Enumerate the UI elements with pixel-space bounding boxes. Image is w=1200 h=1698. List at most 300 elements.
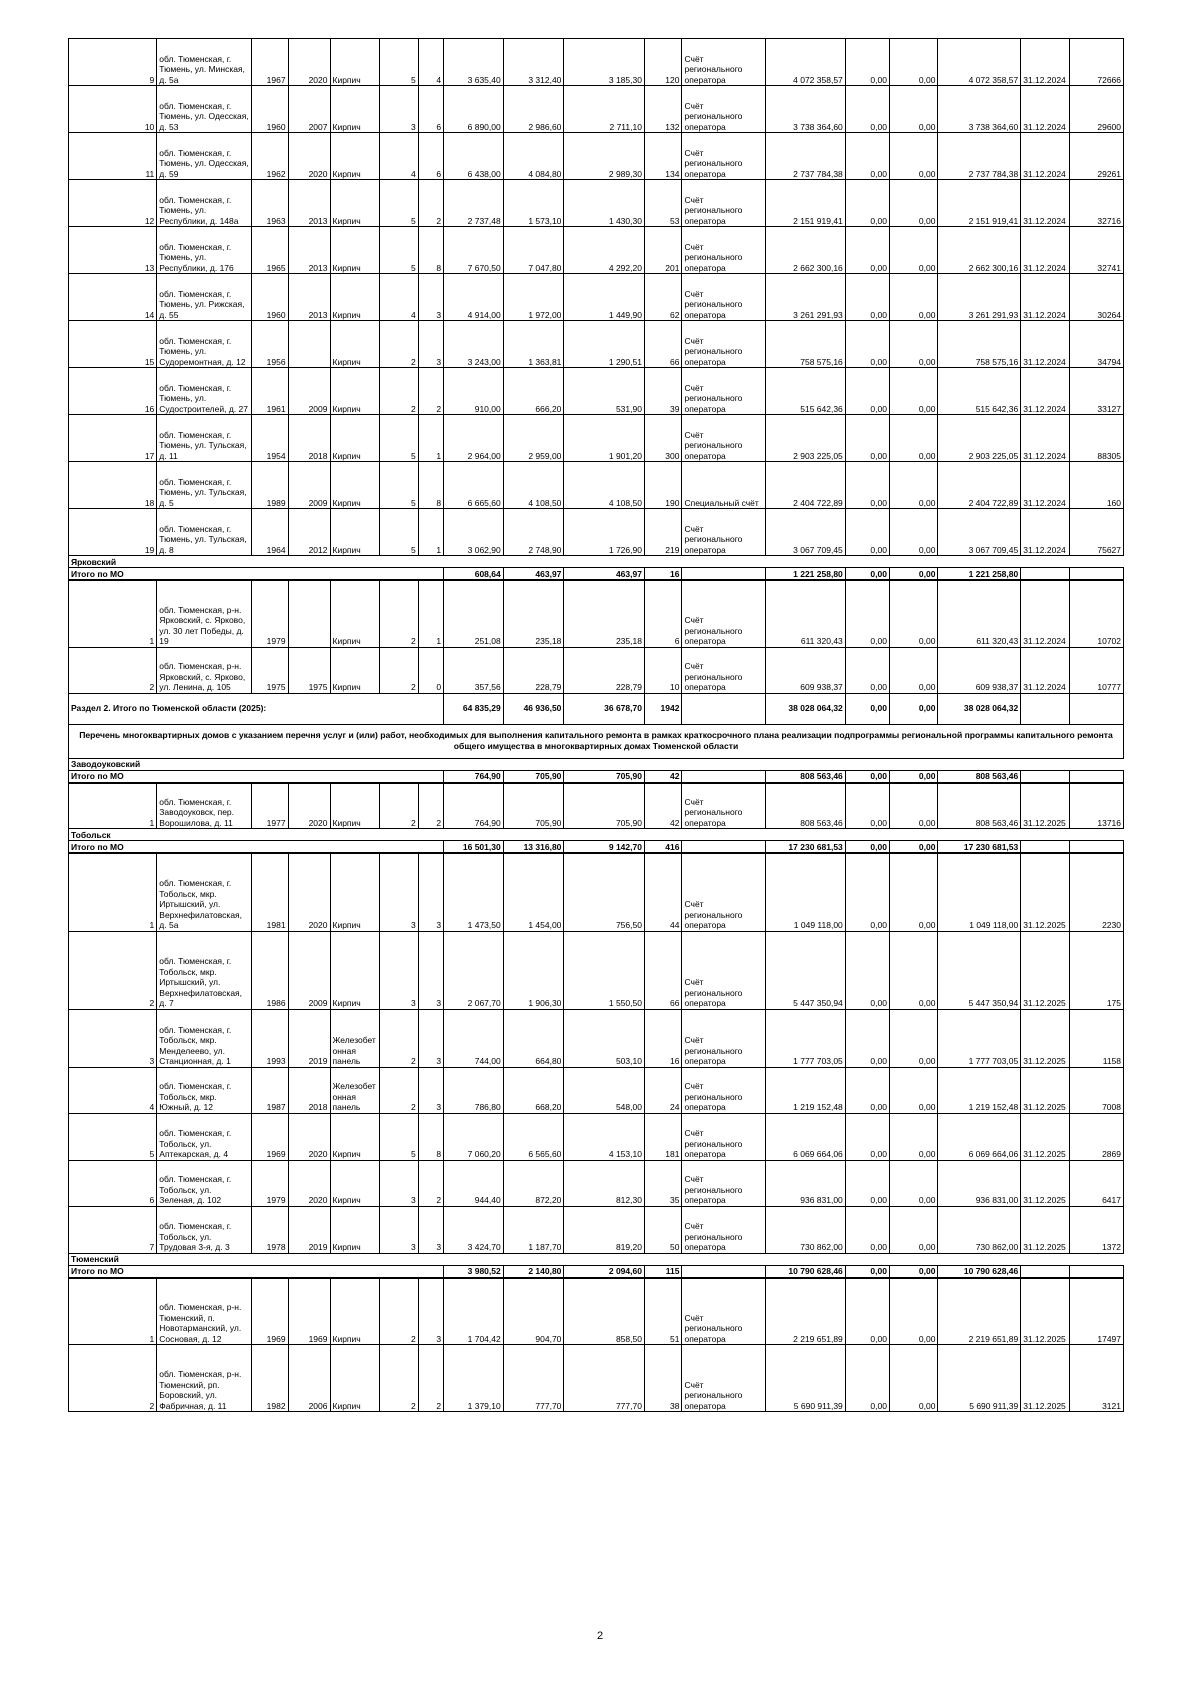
total-area-cell: 910,00 xyxy=(444,368,504,415)
section-title-row xyxy=(69,724,1124,758)
total-cost-cell: 4 072 358,57 xyxy=(938,39,1021,86)
table-row xyxy=(69,1160,1124,1206)
table-cell xyxy=(1069,1265,1123,1278)
table-cell: 0,00 xyxy=(889,693,938,724)
total-area-cell: 3 424,70 xyxy=(444,1206,504,1253)
premises-area-cell: 904,70 xyxy=(503,1278,564,1345)
total-area-cell: 3 635,40 xyxy=(444,39,504,86)
fund-method-cell: Счёт регионального оператора xyxy=(682,931,766,1009)
zero-cell: 0,00 xyxy=(889,509,938,556)
floors-cell: 3 xyxy=(380,931,419,1009)
floors-cell: 5 xyxy=(380,462,419,509)
row-number-cell: 12 xyxy=(69,180,157,227)
residents-cell: 219 xyxy=(644,509,682,556)
total-cost-cell: 758 575,16 xyxy=(938,321,1021,368)
build-year-cell: 1969 xyxy=(252,1278,288,1345)
table-cell xyxy=(682,770,766,783)
living-area-cell: 756,50 xyxy=(564,853,645,931)
total-area-cell: 2 964,00 xyxy=(444,415,504,462)
municipality-name: Тюменский xyxy=(69,1253,1124,1265)
deadline-date-cell: 31.12.2024 xyxy=(1021,321,1070,368)
floors-cell: 3 xyxy=(380,86,419,133)
total-area-cell: 3 062,90 xyxy=(444,509,504,556)
table-row xyxy=(69,321,1124,368)
living-area-cell: 1 430,30 xyxy=(564,180,645,227)
total-area-cell: 6 438,00 xyxy=(444,133,504,180)
address-cell: обл. Тюменская, р-н. Тюменский, рп. Боровский, ул. Фабричная, д. 11 xyxy=(157,1345,252,1412)
table-cell xyxy=(682,841,766,854)
entrances-cell: 3 xyxy=(418,1009,443,1067)
build-year-cell: 1962 xyxy=(252,133,288,180)
floors-cell: 2 xyxy=(380,647,419,693)
floors-cell: 5 xyxy=(380,509,419,556)
residents-cell: 44 xyxy=(644,853,682,931)
table-cell xyxy=(1069,841,1123,854)
entrances-cell: 3 xyxy=(418,321,443,368)
wall-material-cell: Кирпич xyxy=(330,1206,380,1253)
build-year-cell: 1977 xyxy=(252,783,288,829)
total-area-cell: 4 914,00 xyxy=(444,274,504,321)
address-cell: обл. Тюменская, р-н. Тюменский, п. Новотарманский, ул. Сосновая, д. 12 xyxy=(157,1278,252,1345)
row-number-cell: 2 xyxy=(69,647,157,693)
build-year-cell: 1975 xyxy=(252,647,288,693)
address-cell: обл. Тюменская, г. Тюмень, ул. Республики, д. 148а xyxy=(157,180,252,227)
municipality-name: Тобольск xyxy=(69,829,1124,841)
total-area-cell: 6 890,00 xyxy=(444,86,504,133)
floors-cell: 2 xyxy=(380,783,419,829)
table-row xyxy=(69,853,1124,931)
floors-cell: 3 xyxy=(380,1160,419,1206)
living-area-cell: 1 449,90 xyxy=(564,274,645,321)
table-cell: 0,00 xyxy=(889,1265,938,1278)
table-cell: 1 221 258,80 xyxy=(766,568,845,581)
table-cell: 17 230 681,53 xyxy=(766,841,845,854)
total-area-cell: 3 243,00 xyxy=(444,321,504,368)
house-id-cell: 3121 xyxy=(1069,1345,1123,1412)
table-row xyxy=(69,133,1124,180)
row-number-cell: 5 xyxy=(69,1113,157,1160)
row-number-cell: 7 xyxy=(69,1206,157,1253)
entrances-cell: 6 xyxy=(418,133,443,180)
table-cell: 1942 xyxy=(644,693,682,724)
cost-cell: 2 404 722,89 xyxy=(766,462,845,509)
table-cell: 416 xyxy=(644,841,682,854)
last-repair-year-cell: 2007 xyxy=(288,86,330,133)
table-cell xyxy=(1069,693,1123,724)
last-repair-year-cell xyxy=(288,580,330,647)
living-area-cell: 4 108,50 xyxy=(564,462,645,509)
entrances-cell: 2 xyxy=(418,1345,443,1412)
total-area-cell: 6 665,60 xyxy=(444,462,504,509)
premises-area-cell: 705,90 xyxy=(503,783,564,829)
house-id-cell: 30264 xyxy=(1069,274,1123,321)
floors-cell: 4 xyxy=(380,133,419,180)
zero-cell: 0,00 xyxy=(889,931,938,1009)
municipality-header-row xyxy=(69,556,1124,568)
cost-cell: 808 563,46 xyxy=(766,783,845,829)
address-cell: обл. Тюменская, г. Тобольск, ул. Зеленая, д. 102 xyxy=(157,1160,252,1206)
entrances-cell: 2 xyxy=(418,180,443,227)
premises-area-cell: 666,20 xyxy=(503,368,564,415)
build-year-cell: 1986 xyxy=(252,931,288,1009)
zero-cell: 0,00 xyxy=(889,580,938,647)
table-row xyxy=(69,86,1124,133)
premises-area-cell: 1 972,00 xyxy=(503,274,564,321)
floors-cell: 2 xyxy=(380,321,419,368)
deadline-date-cell: 31.12.2025 xyxy=(1021,1009,1070,1067)
living-area-cell: 1 901,20 xyxy=(564,415,645,462)
house-id-cell: 2230 xyxy=(1069,853,1123,931)
wall-material-cell: Кирпич xyxy=(330,39,380,86)
premises-area-cell: 7 047,80 xyxy=(503,227,564,274)
table-cell: 0,00 xyxy=(845,841,889,854)
table-cell: 115 xyxy=(644,1265,682,1278)
total-area-cell: 2 067,70 xyxy=(444,931,504,1009)
municipality-name: Заводоуковский xyxy=(69,758,1124,770)
premises-area-cell: 4 084,80 xyxy=(503,133,564,180)
table-cell: 705,90 xyxy=(503,770,564,783)
living-area-cell: 531,90 xyxy=(564,368,645,415)
row-number-cell: 9 xyxy=(69,39,157,86)
floors-cell: 3 xyxy=(380,853,419,931)
last-repair-year-cell: 2013 xyxy=(288,274,330,321)
entrances-cell: 3 xyxy=(418,1067,443,1113)
residents-cell: 39 xyxy=(644,368,682,415)
wall-material-cell: Кирпич xyxy=(330,133,380,180)
entrances-cell: 0 xyxy=(418,647,443,693)
address-cell: обл. Тюменская, г. Заводоуковск, пер. Ворошилова, д. 11 xyxy=(157,783,252,829)
zero-cell: 0,00 xyxy=(889,86,938,133)
table-row xyxy=(69,180,1124,227)
premises-area-cell: 2 959,00 xyxy=(503,415,564,462)
total-cost-cell: 2 404 722,89 xyxy=(938,462,1021,509)
zero-cell: 0,00 xyxy=(889,368,938,415)
house-id-cell: 1372 xyxy=(1069,1206,1123,1253)
build-year-cell: 1967 xyxy=(252,39,288,86)
table-cell xyxy=(1021,568,1070,581)
house-id-cell: 10702 xyxy=(1069,580,1123,647)
deadline-date-cell: 31.12.2024 xyxy=(1021,415,1070,462)
address-cell: обл. Тюменская, г. Тюмень, ул. Тульская, д. 5 xyxy=(157,462,252,509)
build-year-cell: 1954 xyxy=(252,415,288,462)
total-cost-cell: 515 642,36 xyxy=(938,368,1021,415)
wall-material-cell: Кирпич xyxy=(330,415,380,462)
zero-cell: 0,00 xyxy=(845,580,889,647)
table-cell xyxy=(1069,568,1123,581)
table-cell: 2 094,60 xyxy=(564,1265,645,1278)
table-cell: 608,64 xyxy=(444,568,504,581)
table-row xyxy=(69,783,1124,829)
cost-cell: 4 072 358,57 xyxy=(766,39,845,86)
address-cell: обл. Тюменская, г. Тюмень, ул. Республики, д. 176 xyxy=(157,227,252,274)
row-number-cell: 16 xyxy=(69,368,157,415)
address-cell: обл. Тюменская, г. Тобольск, ул. Трудовая 3-я, д. 3 xyxy=(157,1206,252,1253)
fund-method-cell: Счёт регионального оператора xyxy=(682,86,766,133)
entrances-cell: 8 xyxy=(418,462,443,509)
table-cell: 13 316,80 xyxy=(503,841,564,854)
last-repair-year-cell: 2009 xyxy=(288,931,330,1009)
address-cell: обл. Тюменская, г. Тюмень, ул. Судоремонтная, д. 12 xyxy=(157,321,252,368)
cost-cell: 3 738 364,60 xyxy=(766,86,845,133)
wall-material-cell: Кирпич xyxy=(330,1113,380,1160)
house-id-cell: 13716 xyxy=(1069,783,1123,829)
zero-cell: 0,00 xyxy=(889,1206,938,1253)
floors-cell: 2 xyxy=(380,368,419,415)
table-cell: 46 936,50 xyxy=(503,693,564,724)
page-number: 2 xyxy=(596,1630,604,1642)
deadline-date-cell: 31.12.2024 xyxy=(1021,509,1070,556)
residents-cell: 66 xyxy=(644,321,682,368)
deadline-date-cell: 31.12.2025 xyxy=(1021,1113,1070,1160)
deadline-date-cell: 31.12.2024 xyxy=(1021,39,1070,86)
wall-material-cell: Кирпич xyxy=(330,580,380,647)
cost-cell: 611 320,43 xyxy=(766,580,845,647)
floors-cell: 5 xyxy=(380,1113,419,1160)
wall-material-cell: Железобетонная панель xyxy=(330,1009,380,1067)
cost-cell: 2 903 225,05 xyxy=(766,415,845,462)
build-year-cell: 1987 xyxy=(252,1067,288,1113)
row-number-cell: 1 xyxy=(69,783,157,829)
address-cell: обл. Тюменская, г. Тобольск, мкр. Иртышский, ул. Верхнефилатовская, д. 7 xyxy=(157,931,252,1009)
cost-cell: 5 690 911,39 xyxy=(766,1345,845,1412)
floors-cell: 5 xyxy=(380,227,419,274)
entrances-cell: 1 xyxy=(418,509,443,556)
entrances-cell: 3 xyxy=(418,931,443,1009)
grand-total-label: Раздел 2. Итого по Тюменской области (2025): xyxy=(69,693,444,724)
floors-cell: 2 xyxy=(380,1009,419,1067)
table-cell: 42 xyxy=(644,770,682,783)
living-area-cell: 4 153,10 xyxy=(564,1113,645,1160)
address-cell: обл. Тюменская, г. Тюмень, ул. Одесская, д. 59 xyxy=(157,133,252,180)
address-cell: обл. Тюменская, г. Тюмень, ул. Рижская, д. 55 xyxy=(157,274,252,321)
last-repair-year-cell: 2018 xyxy=(288,1067,330,1113)
living-area-cell: 4 292,20 xyxy=(564,227,645,274)
row-number-cell: 2 xyxy=(69,931,157,1009)
deadline-date-cell: 31.12.2025 xyxy=(1021,1345,1070,1412)
total-cost-cell: 3 261 291,93 xyxy=(938,274,1021,321)
total-cost-cell: 2 151 919,41 xyxy=(938,180,1021,227)
total-cost-cell: 3 738 364,60 xyxy=(938,86,1021,133)
floors-cell: 3 xyxy=(380,1206,419,1253)
table-cell: 2 140,80 xyxy=(503,1265,564,1278)
mo-total-label: Итого по МО xyxy=(69,770,444,783)
last-repair-year-cell: 2019 xyxy=(288,1009,330,1067)
entrances-cell: 3 xyxy=(418,1206,443,1253)
zero-cell: 0,00 xyxy=(889,1345,938,1412)
residents-cell: 120 xyxy=(644,39,682,86)
row-number-cell: 18 xyxy=(69,462,157,509)
total-cost-cell: 2 219 651,89 xyxy=(938,1278,1021,1345)
zero-cell: 0,00 xyxy=(889,1278,938,1345)
table-cell xyxy=(1021,1265,1070,1278)
fund-method-cell: Счёт регионального оператора xyxy=(682,647,766,693)
table-cell: 64 835,29 xyxy=(444,693,504,724)
total-area-cell: 7 060,20 xyxy=(444,1113,504,1160)
zero-cell: 0,00 xyxy=(889,133,938,180)
total-cost-cell: 2 662 300,16 xyxy=(938,227,1021,274)
table-cell: 10 790 628,46 xyxy=(766,1265,845,1278)
table-cell: 808 563,46 xyxy=(766,770,845,783)
cost-cell: 758 575,16 xyxy=(766,321,845,368)
total-area-cell: 2 737,48 xyxy=(444,180,504,227)
address-cell: обл. Тюменская, г. Тобольск, мкр. Менделеево, ул. Станционная, д. 1 xyxy=(157,1009,252,1067)
address-cell: обл. Тюменская, г. Тюмень, ул. Судостроителей, д. 27 xyxy=(157,368,252,415)
floors-cell: 2 xyxy=(380,1345,419,1412)
mo-total-row xyxy=(69,1265,1124,1278)
cost-cell: 609 938,37 xyxy=(766,647,845,693)
row-number-cell: 15 xyxy=(69,321,157,368)
deadline-date-cell: 31.12.2025 xyxy=(1021,783,1070,829)
fund-method-cell: Счёт регионального оператора xyxy=(682,133,766,180)
zero-cell: 0,00 xyxy=(845,86,889,133)
table-row xyxy=(69,509,1124,556)
zero-cell: 0,00 xyxy=(889,39,938,86)
cost-cell: 936 831,00 xyxy=(766,1160,845,1206)
last-repair-year-cell: 2020 xyxy=(288,133,330,180)
house-id-cell: 75627 xyxy=(1069,509,1123,556)
house-id-cell: 29600 xyxy=(1069,86,1123,133)
last-repair-year-cell: 2019 xyxy=(288,1206,330,1253)
living-area-cell: 858,50 xyxy=(564,1278,645,1345)
house-id-cell: 2869 xyxy=(1069,1113,1123,1160)
address-cell: обл. Тюменская, р-н. Ярковский, с. Ярково, ул. 30 лет Победы, д. 19 xyxy=(157,580,252,647)
deadline-date-cell: 31.12.2024 xyxy=(1021,368,1070,415)
total-cost-cell: 808 563,46 xyxy=(938,783,1021,829)
zero-cell: 0,00 xyxy=(845,1206,889,1253)
last-repair-year-cell: 2013 xyxy=(288,180,330,227)
address-cell: обл. Тюменская, г. Тобольск, ул. Аптекарская, д. 4 xyxy=(157,1113,252,1160)
total-area-cell: 786,80 xyxy=(444,1067,504,1113)
table-cell: 16 501,30 xyxy=(444,841,504,854)
entrances-cell: 1 xyxy=(418,415,443,462)
zero-cell: 0,00 xyxy=(845,180,889,227)
total-cost-cell: 5 447 350,94 xyxy=(938,931,1021,1009)
house-id-cell: 33127 xyxy=(1069,368,1123,415)
residents-cell: 181 xyxy=(644,1113,682,1160)
zero-cell: 0,00 xyxy=(889,783,938,829)
house-id-cell: 29261 xyxy=(1069,133,1123,180)
table-cell: 764,90 xyxy=(444,770,504,783)
table-cell: 36 678,70 xyxy=(564,693,645,724)
residents-cell: 53 xyxy=(644,180,682,227)
living-area-cell: 228,79 xyxy=(564,647,645,693)
deadline-date-cell: 31.12.2024 xyxy=(1021,647,1070,693)
table-cell: 9 142,70 xyxy=(564,841,645,854)
living-area-cell: 548,00 xyxy=(564,1067,645,1113)
fund-method-cell: Счёт регионального оператора xyxy=(682,1067,766,1113)
zero-cell: 0,00 xyxy=(889,853,938,931)
build-year-cell: 1960 xyxy=(252,274,288,321)
fund-method-cell: Счёт регионального оператора xyxy=(682,415,766,462)
build-year-cell: 1981 xyxy=(252,853,288,931)
zero-cell: 0,00 xyxy=(889,1067,938,1113)
zero-cell: 0,00 xyxy=(845,368,889,415)
total-cost-cell: 611 320,43 xyxy=(938,580,1021,647)
table-cell: 808 563,46 xyxy=(938,770,1021,783)
build-year-cell: 1993 xyxy=(252,1009,288,1067)
build-year-cell: 1956 xyxy=(252,321,288,368)
deadline-date-cell: 31.12.2024 xyxy=(1021,86,1070,133)
houses-table xyxy=(68,38,1124,1412)
living-area-cell: 2 711,10 xyxy=(564,86,645,133)
total-area-cell: 7 670,50 xyxy=(444,227,504,274)
zero-cell: 0,00 xyxy=(845,415,889,462)
wall-material-cell: Кирпич xyxy=(330,274,380,321)
build-year-cell: 1964 xyxy=(252,509,288,556)
deadline-date-cell: 31.12.2025 xyxy=(1021,1206,1070,1253)
premises-area-cell: 1 573,10 xyxy=(503,180,564,227)
house-id-cell: 175 xyxy=(1069,931,1123,1009)
table-cell: 16 xyxy=(644,568,682,581)
last-repair-year-cell: 2020 xyxy=(288,783,330,829)
wall-material-cell: Кирпич xyxy=(330,462,380,509)
total-area-cell: 1 379,10 xyxy=(444,1345,504,1412)
deadline-date-cell: 31.12.2025 xyxy=(1021,853,1070,931)
address-cell: обл. Тюменская, г. Тюмень, ул. Тульская, д. 11 xyxy=(157,415,252,462)
fund-method-cell: Счёт регионального оператора xyxy=(682,227,766,274)
grand-total-row xyxy=(69,693,1124,724)
fund-method-cell: Счёт регионального оператора xyxy=(682,509,766,556)
mo-total-row xyxy=(69,770,1124,783)
wall-material-cell: Кирпич xyxy=(330,853,380,931)
zero-cell: 0,00 xyxy=(845,39,889,86)
row-number-cell: 1 xyxy=(69,580,157,647)
zero-cell: 0,00 xyxy=(845,1113,889,1160)
fund-method-cell: Счёт регионального оператора xyxy=(682,1206,766,1253)
residents-cell: 42 xyxy=(644,783,682,829)
fund-method-cell: Счёт регионального оператора xyxy=(682,274,766,321)
deadline-date-cell: 31.12.2025 xyxy=(1021,1160,1070,1206)
total-cost-cell: 6 069 664,06 xyxy=(938,1113,1021,1160)
table-cell xyxy=(1069,770,1123,783)
zero-cell: 0,00 xyxy=(889,1009,938,1067)
zero-cell: 0,00 xyxy=(845,321,889,368)
total-area-cell: 1 704,42 xyxy=(444,1278,504,1345)
house-id-cell: 10777 xyxy=(1069,647,1123,693)
table-cell: 705,90 xyxy=(564,770,645,783)
mo-total-label: Итого по МО xyxy=(69,1265,444,1278)
zero-cell: 0,00 xyxy=(889,321,938,368)
wall-material-cell: Кирпич xyxy=(330,1278,380,1345)
address-cell: обл. Тюменская, г. Тобольск, мкр. Южный, д. 12 xyxy=(157,1067,252,1113)
living-area-cell: 3 185,30 xyxy=(564,39,645,86)
row-number-cell: 14 xyxy=(69,274,157,321)
table-cell: 0,00 xyxy=(889,841,938,854)
table-cell: 10 790 628,46 xyxy=(938,1265,1021,1278)
table-row xyxy=(69,1278,1124,1345)
zero-cell: 0,00 xyxy=(845,133,889,180)
total-area-cell: 357,56 xyxy=(444,647,504,693)
living-area-cell: 503,10 xyxy=(564,1009,645,1067)
fund-method-cell: Счёт регионального оператора xyxy=(682,1278,766,1345)
residents-cell: 50 xyxy=(644,1206,682,1253)
floors-cell: 2 xyxy=(380,580,419,647)
last-repair-year-cell: 2020 xyxy=(288,853,330,931)
zero-cell: 0,00 xyxy=(889,180,938,227)
fund-method-cell: Счёт регионального оператора xyxy=(682,321,766,368)
residents-cell: 35 xyxy=(644,1160,682,1206)
deadline-date-cell: 31.12.2024 xyxy=(1021,180,1070,227)
total-cost-cell: 730 862,00 xyxy=(938,1206,1021,1253)
living-area-cell: 705,90 xyxy=(564,783,645,829)
zero-cell: 0,00 xyxy=(845,647,889,693)
total-cost-cell: 2 737 784,38 xyxy=(938,133,1021,180)
zero-cell: 0,00 xyxy=(845,509,889,556)
row-number-cell: 2 xyxy=(69,1345,157,1412)
house-id-cell: 7008 xyxy=(1069,1067,1123,1113)
cost-cell: 730 862,00 xyxy=(766,1206,845,1253)
build-year-cell: 1960 xyxy=(252,86,288,133)
